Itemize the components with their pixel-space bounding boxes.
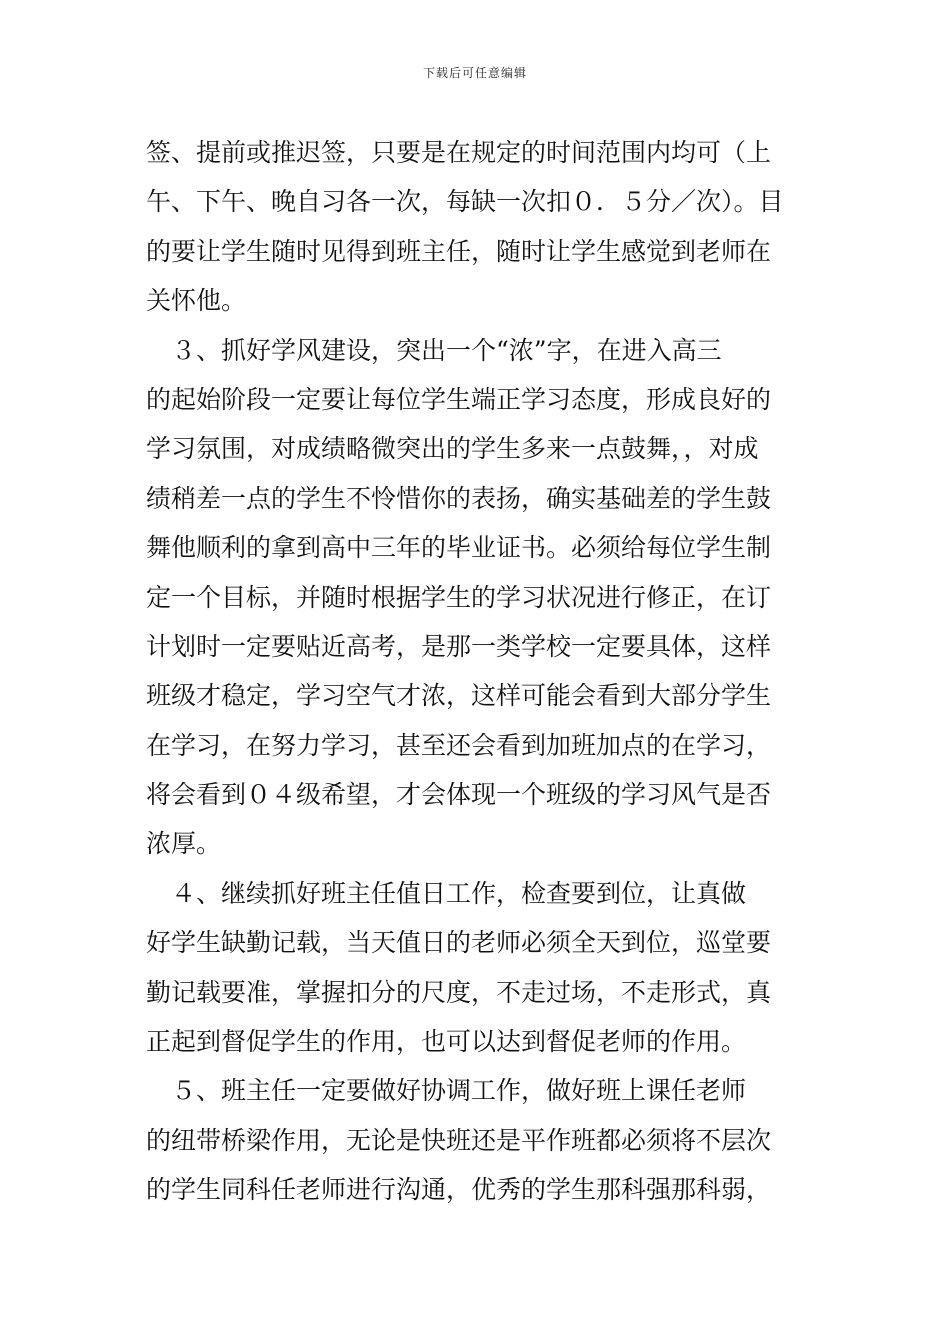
text-line: 午、下午、晚自习各一次，每缺一次扣０．５分／次）。目 (146, 187, 784, 217)
text-line: 计划时一定要贴近高考，是那一类学校一定要具体，这样 (146, 631, 772, 661)
document-body (146, 128, 816, 1215)
text-line: ３、抓好学风建设，突出一个“浓”字，在进入高三 (146, 335, 722, 365)
text-line: 浓厚。 (146, 829, 222, 859)
text-line: 舞他顺利的拿到高中三年的毕业证书。必须给每位学生制 (146, 533, 772, 563)
text-line: 在学习，在努力学习，甚至还会看到加班加点的在学习， (146, 730, 772, 760)
text-line: 签、提前或推迟签，只要是在规定的时间范围内均可（上 (146, 138, 772, 167)
text-line: 勤记载要准，掌握扣分的尺度，不走过场，不走形式，真 (146, 977, 772, 1007)
text-line: 班级才稳定，学习空气才浓，这样可能会看到大部分学生 (146, 681, 772, 711)
text-line: 的学生同科任老师进行沟通，优秀的学生那科强那科弱， (146, 1175, 772, 1205)
text-line: 的纽带桥梁作用，无论是快班还是平作班都必须将不层次 (146, 1125, 772, 1155)
text-line: ５、班主任一定要做好协调工作，做好班上课任老师 (146, 1076, 747, 1106)
text-line: 好学生缺勤记载，当天值日的老师必须全天到位，巡堂要 (146, 928, 772, 958)
text-line: 关怀他。 (146, 286, 247, 316)
text-line: 学习氛围，对成绩略微突出的学生多来一点鼓舞，，对成 (146, 434, 759, 464)
text-line: ４、继续抓好班主任值日工作，检查要到位，让真做 (146, 878, 747, 908)
text-line: 的起始阶段一定要让每位学生端正学习态度，形成良好的 (146, 384, 772, 414)
page-header: 下载后可任意编辑 (422, 66, 527, 80)
text-line: 定一个目标，并随时根据学生的学习状况进行修正，在订 (146, 582, 772, 612)
text-line: 的要让学生随时见得到班主任，随时让学生感觉到老师在 (146, 236, 772, 266)
text-line: 正起到督促学生的作用，也可以达到督促老师的作用。 (146, 1027, 747, 1057)
text-line: 将会看到０４级希望，才会体现一个班级的学习风气是否 (146, 780, 772, 810)
text-line: 绩稍差一点的学生不怜惜你的表扬，确实基础差的学生鼓 (146, 483, 772, 513)
